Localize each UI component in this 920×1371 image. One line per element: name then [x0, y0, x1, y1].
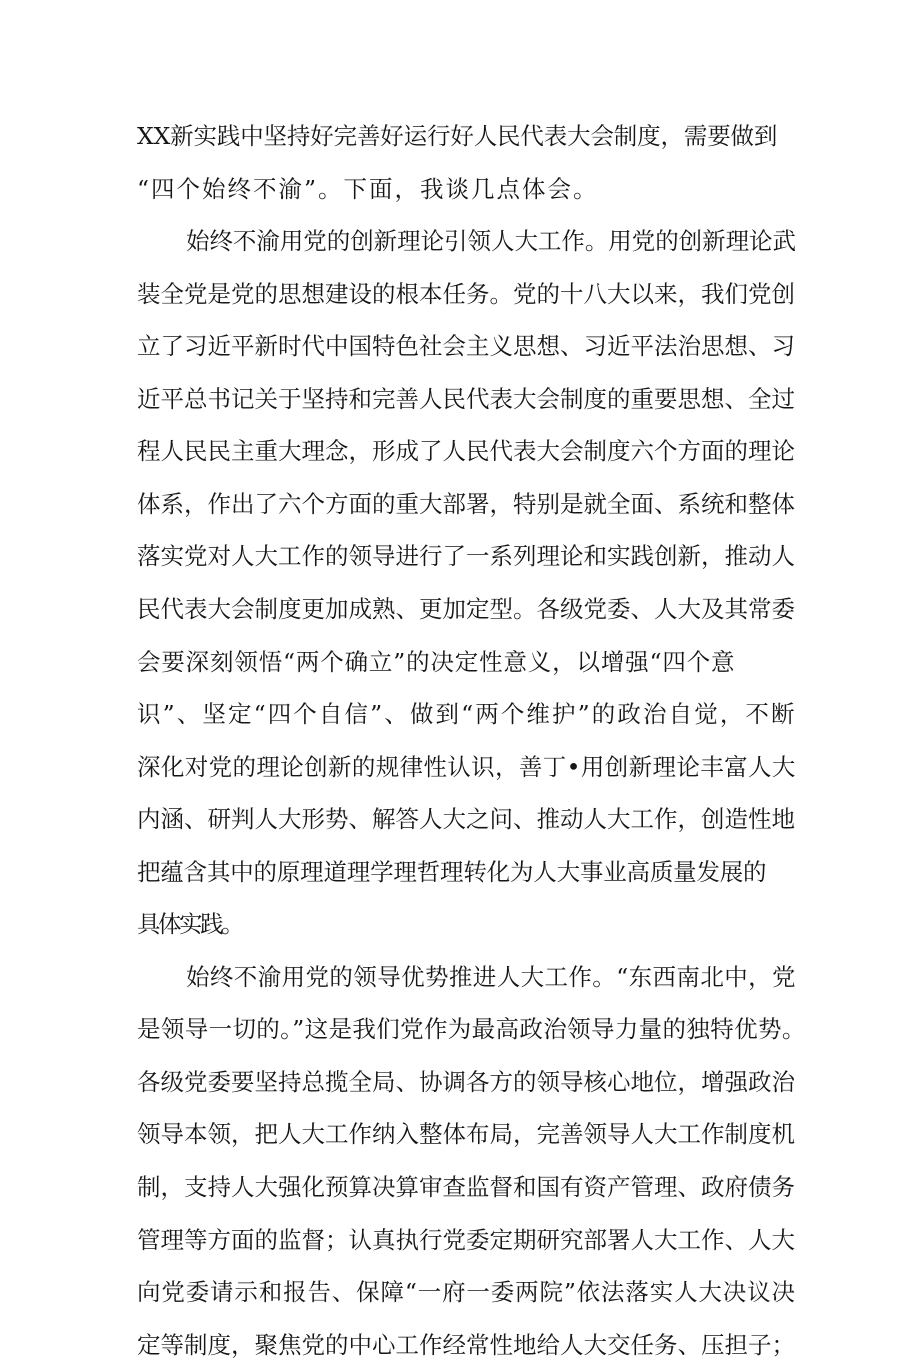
text-line: 始终不渝用党的创新理论引领人大工作。用党的创新理论武: [186, 227, 796, 256]
text-line: 领导本领，把人大工作纳入整体布局，完善领导人大工作制度机: [137, 1120, 795, 1149]
text-line: 是领导一切的。”这是我们党作为最高政治领导力量的独特优势。: [137, 1015, 806, 1044]
text-line: 把蕴含其中的原理道理学理哲理转化为人大事业高质量发展的: [137, 857, 767, 886]
text-line: 装全党是党的思想建设的根本任务。党的十八大以来，我们党创: [137, 279, 795, 308]
text-line: 识”、坚定“四个自信”、做到“两个维护”的政治自觉，不断: [137, 700, 797, 729]
text-line: 近平总书记关于坚持和完善人民代表大会制度的重要思想、全过: [137, 384, 795, 413]
text-line: 立了习近平新时代中国特色社会主义思想、习近平法治思想、习: [137, 332, 795, 361]
text-line: 体系，作出了六个方面的重大部署，特别是就全面、系统和整体: [137, 489, 795, 518]
text-line: 定等制度，聚焦党的中心工作经常性地给人大交任务、压担子；: [137, 1330, 795, 1359]
text-line: 会要深刻领悟“两个确立”的决定性意义，以增强“四个意: [137, 647, 736, 676]
text-line: 始终不渝用党的领导优势推进人大工作。“东西南北中，党: [186, 962, 796, 991]
text-line: 民代表大会制度更加成熟、更加定型。各级党委、人大及其常委: [137, 594, 795, 623]
text-line: 内涵、研判人大形势、解答人大之问、推动人大工作，创造性地: [137, 805, 795, 834]
text-line: 管理等方面的监督；认真执行党委定期研究部署人大工作、人大: [137, 1225, 795, 1254]
text-line: 程人民民主重大理念，形成了人民代表大会制度六个方面的理论: [137, 437, 795, 466]
text-line: 具体实践。: [137, 910, 242, 939]
text-line: 制，支持人大强化预算决算审查监督和国有资产管理、政府债务: [137, 1173, 795, 1201]
text-line: 深化对党的理论创新的规律性认识，善丁•用创新理论丰富人大: [137, 752, 796, 781]
text-line: 落实党对人大工作的领导进行了一系列理论和实践创新，推动人: [137, 542, 795, 571]
text-line: 各级党委要坚持总揽全局、协调各方的领导核心地位，增强政治: [137, 1067, 795, 1096]
text-line: “四个始终不渝”。下面，我谈几点体会。: [137, 174, 599, 203]
text-line: XX新实践中坚持好完善好运行好人民代表大会制度，需要做到: [137, 122, 778, 150]
text-line: 向党委请示和报告、保障“一府一委两院”依法落实人大决议决: [137, 1278, 796, 1307]
